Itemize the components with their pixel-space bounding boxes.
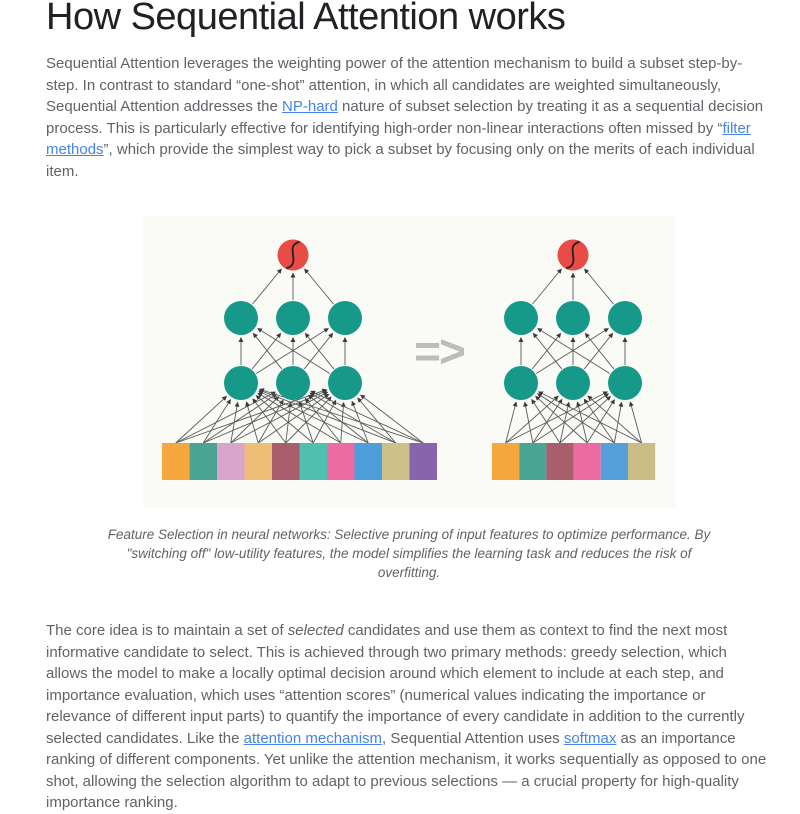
intro-paragraph: Sequential Attention leverages the weighting power of the attention mechanism to build a subset step-by-step. In contrast to standard “one-shot” attention, in which all candidates are weighted simultaneously, Sequential Attention addresses the NP-hard nature of subset selection by treating it as a sequential decision process. This is particularly effective for identifying high-order non-linear interactions often missed by “filter methods”, which provide the simplest way to pick a subset by focusing only on the merits of each individual item. — [46, 55, 764, 180]
input-feature-square — [601, 443, 628, 480]
inline-link[interactable]: filter methods — [46, 119, 751, 158]
hidden-node — [328, 366, 362, 400]
input-feature-square — [300, 443, 328, 480]
input-feature-square — [162, 443, 190, 480]
input-feature-square — [519, 443, 546, 480]
transform-arrow-label: => — [414, 325, 464, 377]
body-paragraph: The core idea is to maintain a set of selected candidates and use them as context to find the next most informative candidate to select. This is achieved through two primary methods: greedy selection, which allows the model to make a locally optimal decision around which element to include at each step, and importance evaluation, which uses “attention scores” (numerical values indicating the importance or relevance of different input parts) to quantify the importance of every candidate in addition to the currently selected candidates. Like the attention mechanism, Sequential Attention uses softmax as an importance ranking of different components. Yet unlike the attention mechanism, it works sequentially as opposed to one shot, allowing the selection algorithm to adapt to previous selections — a crucial property for high-quality importance ranking. — [46, 622, 767, 811]
input-feature-square — [245, 443, 273, 480]
inline-link[interactable]: NP-hard — [282, 98, 338, 115]
hidden-node — [608, 301, 642, 335]
hidden-node — [556, 366, 590, 400]
hidden-node — [276, 301, 310, 335]
hidden-node — [224, 301, 258, 335]
inline-link[interactable]: attention mechanism — [243, 729, 383, 747]
input-feature-square — [492, 443, 519, 480]
page-title: How Sequential Attention works — [46, 0, 566, 38]
input-feature-square — [546, 443, 573, 480]
inline-link[interactable]: softmax — [563, 729, 617, 747]
input-feature-square — [272, 443, 300, 480]
input-feature-square — [382, 443, 410, 480]
input-feature-square — [574, 443, 601, 480]
hidden-node — [556, 301, 590, 335]
input-feature-square — [628, 443, 655, 480]
input-feature-square — [355, 443, 383, 480]
figure — [46, 216, 772, 582]
feature-selection-diagram — [143, 216, 676, 508]
figure-caption: Feature Selection in neural networks: Selective pruning of input features to optimize performance. By "switching off" low-utility features, the model simplifies the learning task and reduces the risk of overfitting. — [107, 527, 711, 580]
hidden-node — [504, 301, 538, 335]
input-feature-square — [410, 443, 438, 480]
hidden-node — [504, 366, 538, 400]
input-feature-square — [217, 443, 245, 480]
input-feature-square — [327, 443, 355, 480]
input-feature-square — [190, 443, 218, 480]
hidden-node — [608, 366, 642, 400]
hidden-node — [276, 366, 310, 400]
hidden-node — [328, 301, 362, 335]
emphasis-text: selected — [287, 622, 344, 639]
hidden-node — [224, 366, 258, 400]
neural-network-pruning-illustration — [143, 216, 676, 508]
